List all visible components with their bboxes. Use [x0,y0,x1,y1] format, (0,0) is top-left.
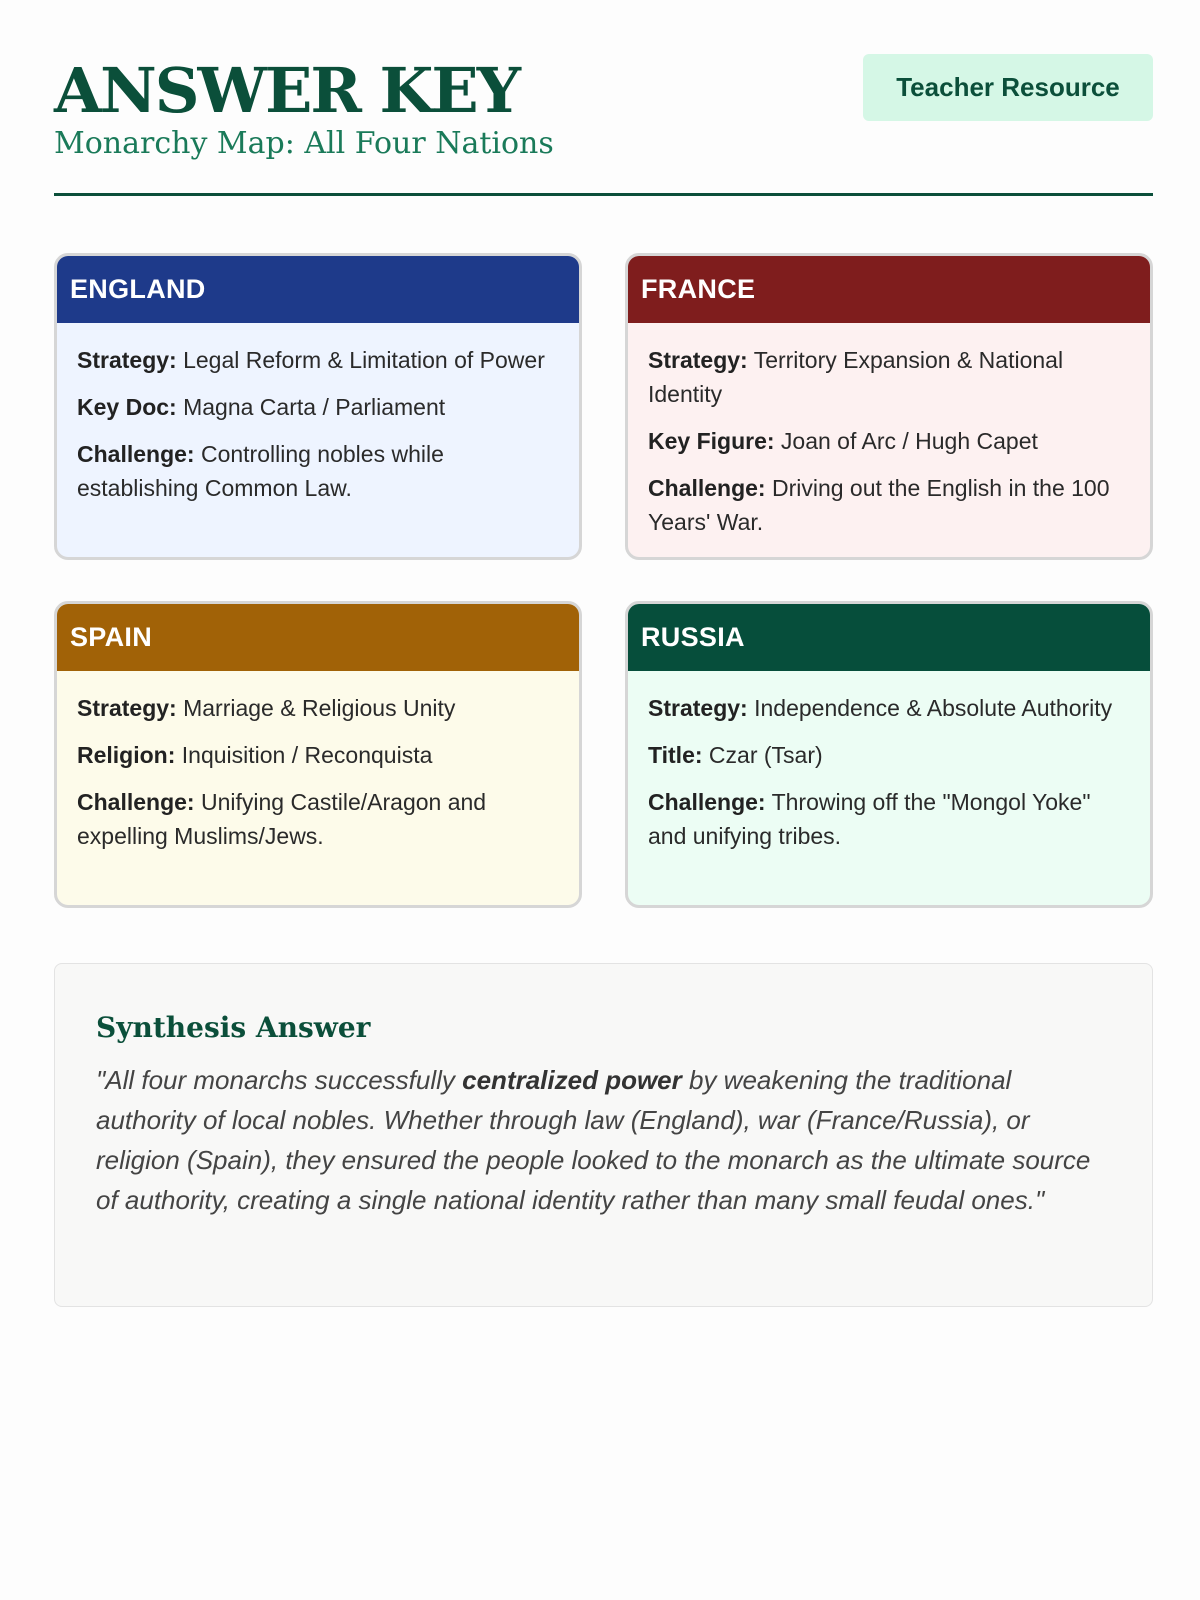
nation-card-france [625,253,1153,560]
field-label: Challenge: [77,441,195,467]
strategy-field [648,343,1130,411]
field-value: Czar (Tsar) [708,742,823,768]
field-value: Independence & Absolute Authority [754,695,1113,721]
field-label: Key Figure: [648,428,775,454]
field-label: Strategy: [77,347,177,373]
field-value: Joan of Arc / Hugh Capet [780,428,1038,454]
strategy-field [648,691,1130,725]
challenge-field [77,785,559,853]
field-value: Driving out the English in the 100 Years' War. [648,475,1110,535]
strategy-field [77,343,559,377]
field-value: Legal Reform & Limitation of Power [183,347,545,373]
synthesis-text [96,1060,1112,1220]
title-field [648,738,1130,772]
answer-key-page [54,0,1153,1215]
field-value: Magna Carta / Parliament [183,394,446,420]
header [54,0,1153,198]
field-value: Marriage & Religious Unity [183,695,456,721]
field-label: Key Doc: [77,394,177,420]
synthesis-title: Synthesis Answer [96,1011,371,1044]
page-subtitle: Monarchy Map: All Four Nations [54,126,554,161]
strategy-field [77,691,559,725]
field-label: Strategy: [77,695,177,721]
religion-field [77,738,559,772]
field-value: Throwing off the "Mongol Yoke" and unifying tribes. [648,789,1091,849]
challenge-field [648,785,1130,853]
synthesis-emphasis: centralized power [462,1065,682,1095]
synthesis-text-before: "All four monarchs successfully [96,1065,463,1095]
synthesis-box [54,963,1153,1307]
field-label: Strategy: [648,347,748,373]
field-label: Title: [648,742,703,768]
field-value: Inquisition / Reconquista [181,742,433,768]
card-header: RUSSIA [628,604,1150,671]
card-header: FRANCE [628,256,1150,323]
nation-card-spain [54,601,582,908]
nation-card-russia [625,601,1153,908]
field-value: Unifying Castile/Aragon and expelling Muslims/Jews. [77,789,487,849]
key-figure-field [648,424,1130,458]
field-label: Challenge: [648,475,766,501]
field-label: Strategy: [648,695,748,721]
card-header: ENGLAND [57,256,579,323]
challenge-field [648,471,1130,539]
synthesis-text-after: by weakening the traditional authority of local nobles. Whether through law (England), war (France/Russia), or religion (Spain), they ensured the people looked to the monarch as the ultimate source of authority, creating a single national identity rather than many small feudal ones." [96,1065,1091,1215]
nation-card-england [54,253,582,560]
teacher-resource-badge: Teacher Resource [863,54,1153,121]
field-value: Territory Expansion & National Identity [648,347,1064,407]
field-label: Challenge: [77,789,195,815]
field-value: Controlling nobles while establishing Common Law. [77,441,444,501]
field-label: Challenge: [648,789,766,815]
page-title: ANSWER KEY [54,54,519,127]
key-doc-field [77,390,559,424]
field-label: Religion: [77,742,176,768]
header-divider [54,193,1153,196]
card-header: SPAIN [57,604,579,671]
challenge-field [77,437,559,505]
